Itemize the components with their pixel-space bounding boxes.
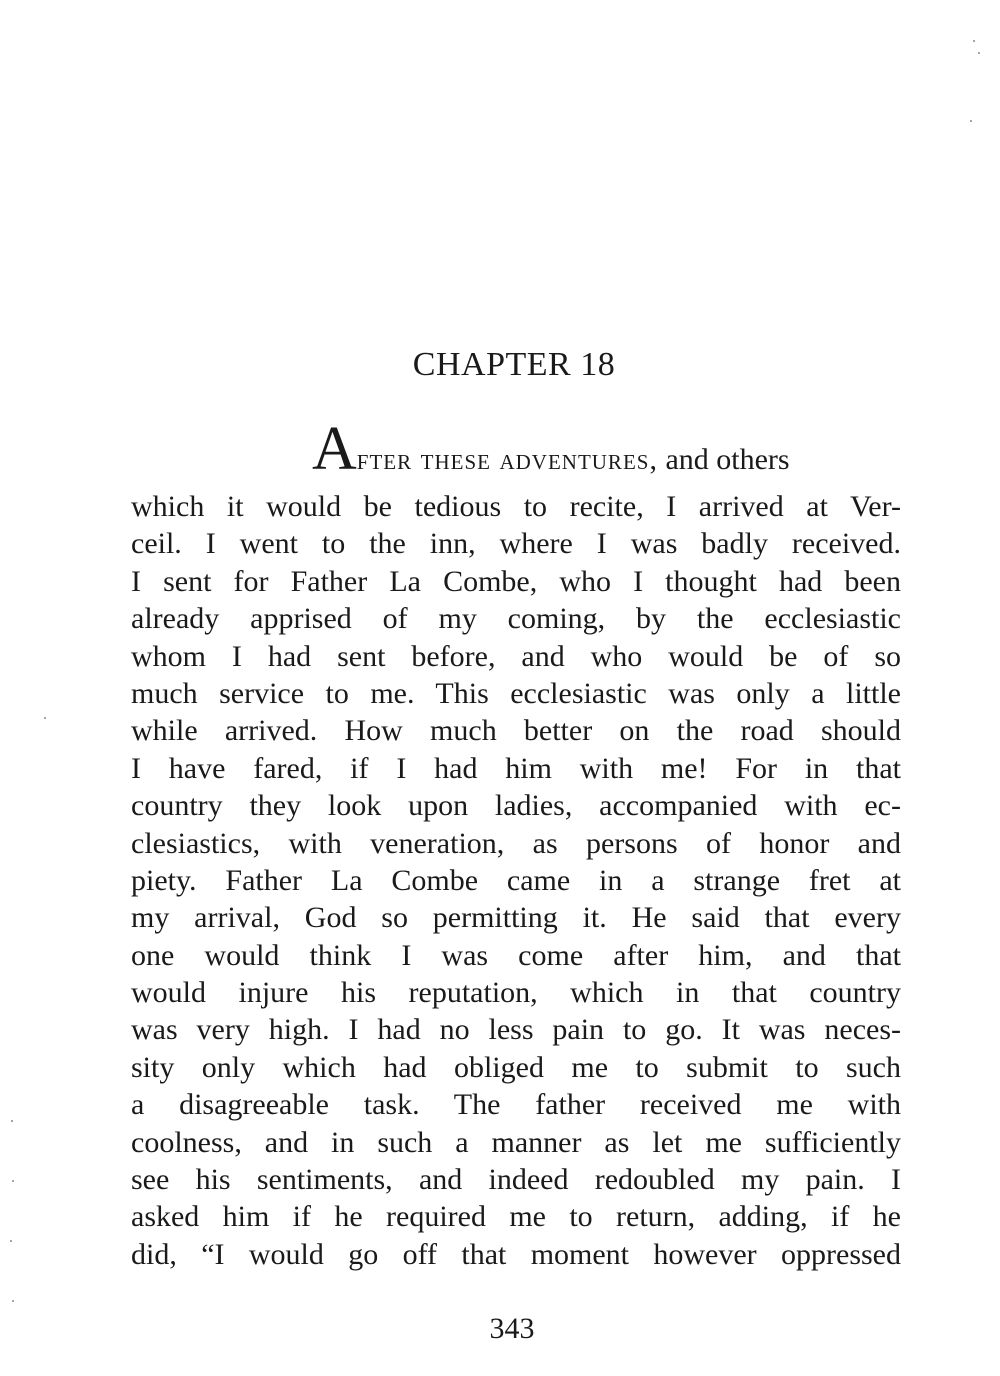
scan-speck [12,1300,14,1302]
drop-cap: A [312,415,357,483]
text-line: ceil. I went to the inn, where I was badly received. [131,527,901,561]
scan-speck [11,1120,13,1122]
text-line: clesiastics, with veneration, as persons of honor and [131,826,901,860]
text-line: I sent for Father La Combe, who I thought had been [131,564,901,598]
text-line: country they look upon ladies, accompanied with ec- [131,789,901,823]
scan-speck [978,52,980,54]
scan-speck [10,1240,12,1242]
body-text [131,488,901,1273]
scan-speck [12,1180,14,1182]
text-line: a disagreeable task. The father received me with [131,1088,901,1122]
text-line: which it would be tedious to recite, I arrived at Ver- [131,490,901,523]
text-line: already apprised of my coming, by the ecclesiastic [131,602,901,636]
text-line: asked him if he required me to return, adding, if he [131,1200,901,1234]
text-line: much service to me. This ecclesiastic was only a little [131,676,901,710]
text-line: coolness, and in such a manner as let me sufficiently [131,1125,901,1159]
scan-speck [973,40,975,42]
text-line: see his sentiments, and indeed redoubled my pain. I [131,1163,901,1197]
first-line-rest: and others [657,443,790,476]
chapter-heading: CHAPTER 18 [412,346,616,383]
page-number: 343 [489,1312,535,1345]
text-line: did, “I would go off that moment however oppressed [131,1237,901,1271]
text-line: sity only which had obliged me to submit to such [131,1050,901,1084]
text-line: would injure his reputation, which in that country [131,976,901,1010]
scan-speck [44,717,46,719]
text-line: piety. Father La Combe came in a strange fret at [131,863,901,897]
text-line: one would think I was come after him, and that [131,938,901,972]
scan-speck [970,120,972,122]
text-line: my arrival, God so permitting it. He said that every [131,901,901,935]
text-line: whom I had sent before, and who would be of so [131,639,901,673]
text-line: I have fared, if I had him with me! For in that [131,751,901,785]
smallcaps-opening: fter these adventures, [356,443,658,476]
text-line: while arrived. How much better on the road should [131,714,901,748]
text-line: was very high. I had no less pain to go. It was neces- [131,1013,901,1047]
opening-line [312,415,902,483]
